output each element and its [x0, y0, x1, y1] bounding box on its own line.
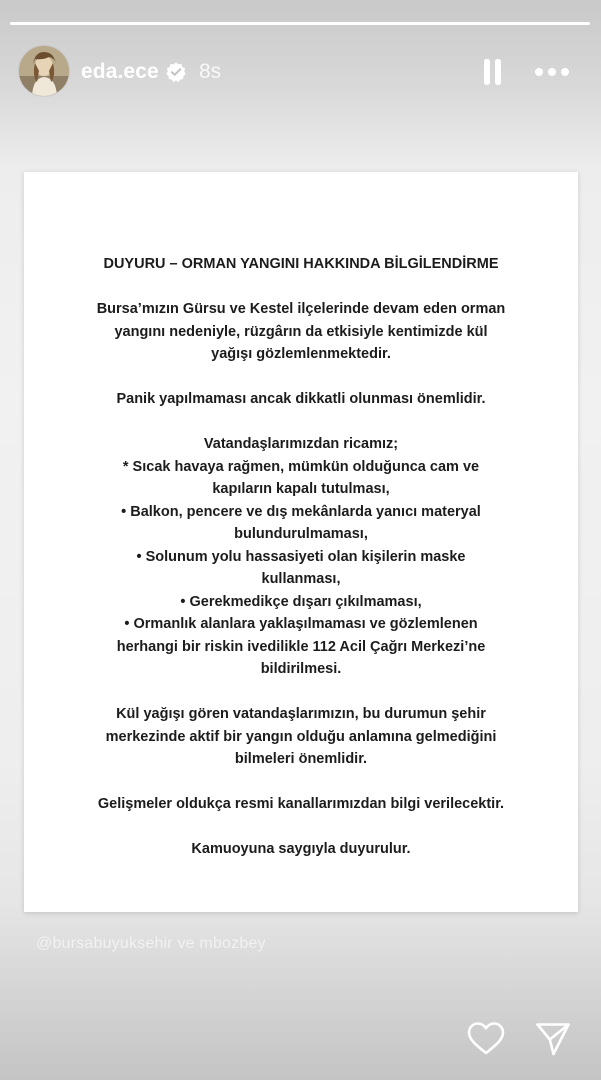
pause-icon [478, 56, 508, 90]
announcement-line: • Ormanlık alanlara yaklaşılmaması ve gözlemlenen [124, 616, 478, 632]
story-progress-bar [10, 22, 590, 25]
post-time: 8s [199, 60, 222, 83]
announcement-line: • Solunum yolu hassasiyeti olan kişilerin maske [136, 548, 466, 565]
announcement-line: Panik yapılmaması ancak dikkatli olunması önemlidir. [116, 391, 486, 407]
announcement-line: Kül yağışı gören vatandaşlarımızın, bu durumun şehir [116, 706, 486, 722]
announcement-closing: Kamuoyuna saygıyla duyurulur. [191, 841, 411, 857]
announcement-document [24, 172, 578, 912]
like-button[interactable] [466, 1020, 506, 1058]
announcement-line: Gelişmeler oldukça resmi kanallarımızdan bilgi verilecektir. [97, 796, 505, 812]
announcement-line: * Sıcak havaya rağmen, mümkün olduğunca cam ve [122, 458, 480, 475]
announcement-line: herhangi bir riskin ivedilikle 112 Acil Çağrı Merkezi’ne [116, 638, 486, 655]
more-options-button[interactable] [532, 60, 572, 84]
verified-badge-icon [165, 61, 187, 83]
announcement-line: Vatandaşlarımızdan ricamız; [203, 436, 399, 452]
announcement-line: • Gerekmedikçe dışarı çıkılmaması, [180, 593, 422, 610]
avatar-photo [19, 46, 69, 96]
story-progress-fill [10, 22, 590, 25]
announcement-line: yağışı gözlemlenmektedir. [211, 346, 391, 362]
send-icon [534, 1020, 572, 1058]
announcement-line: kapıların kapalı tutulması, [212, 481, 390, 497]
announcement-line: • Balkon, pencere ve dış mekânlarda yanıcı materyal [121, 503, 481, 520]
heart-icon [466, 1020, 506, 1058]
announcement-line: bulundurulmaması, [234, 526, 368, 542]
announcement-text [24, 253, 578, 861]
announcement-line: merkezinde aktif bir yangın olduğu anlamına gelmediğini [105, 728, 497, 745]
announcement-line: bildirilmesi. [260, 661, 342, 677]
more-options-icon [532, 60, 572, 84]
avatar[interactable] [19, 46, 69, 96]
pause-button[interactable] [478, 56, 508, 90]
username[interactable]: eda.ece [81, 60, 159, 83]
announcement-line: bilmeleri önemlidir. [234, 751, 368, 767]
mention-tags[interactable]: @bursabuyuksehir ve mbozbey [36, 935, 266, 952]
announcement-title: DUYURU – ORMAN YANGINI HAKKINDA BİLGİLENDİRME [103, 256, 499, 272]
share-button[interactable] [534, 1020, 572, 1058]
announcement-line: Bursa’mızın Gürsu ve Kestel ilçelerinde devam eden orman [96, 301, 506, 317]
announcement-line: kullanması, [261, 571, 341, 587]
announcement-line: yangını nedeniyle, rüzgârın da etkisiyle kentimizde kül [114, 323, 488, 340]
